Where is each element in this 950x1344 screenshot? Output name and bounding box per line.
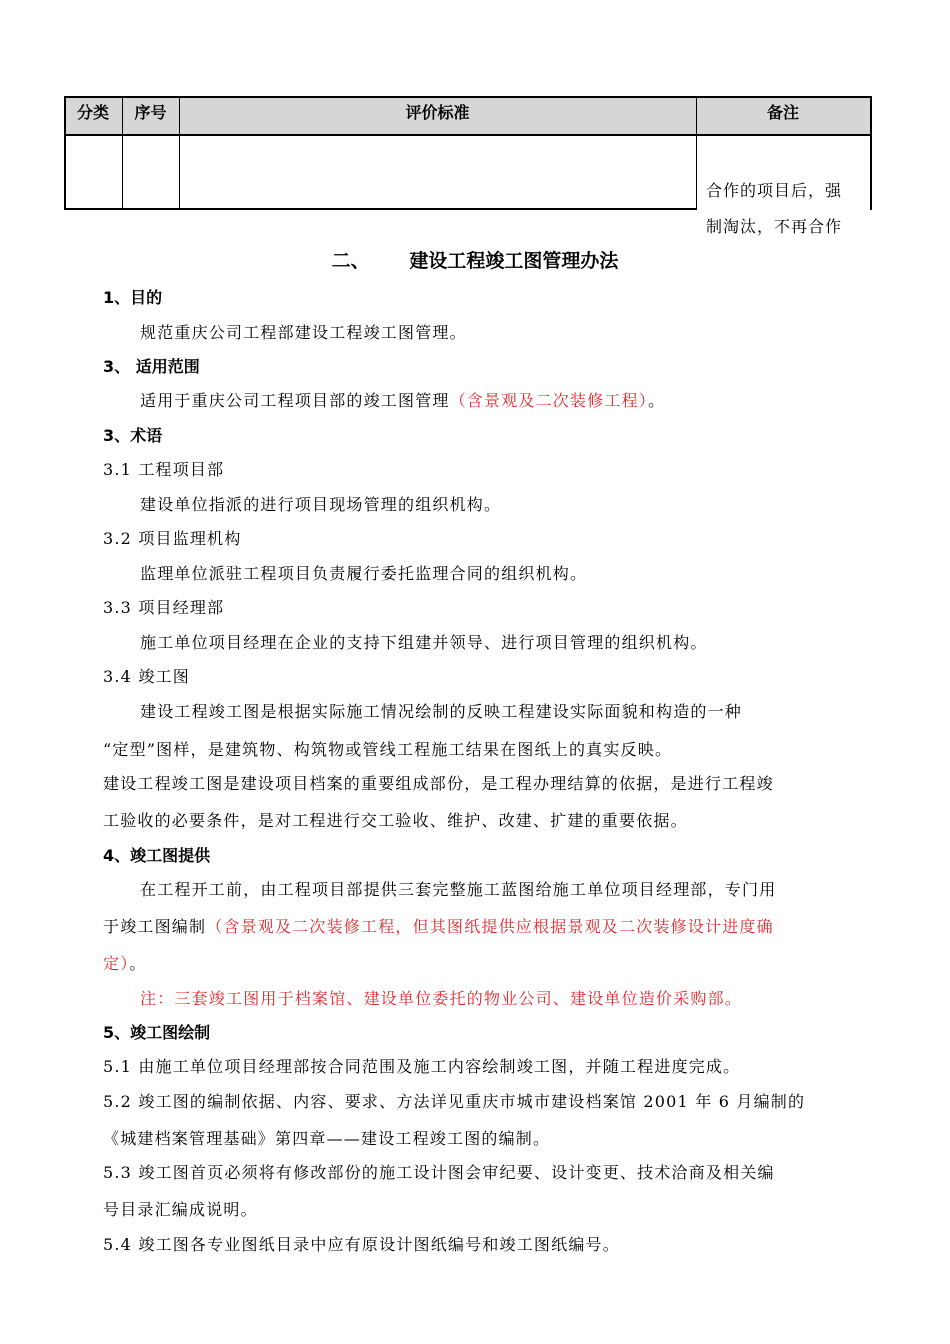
paragraph: 在工程开工前，由工程项目部提供三套完整施工蓝图给施工单位项目经理部，专门用: [140, 880, 777, 899]
heading-drawing: 5、竣工图绘制: [103, 1023, 211, 1042]
text: 。: [648, 391, 666, 410]
subheading: 3.1 工程项目部: [103, 460, 225, 479]
paragraph: 规范重庆公司工程部建设工程竣工图管理。: [140, 323, 467, 342]
evaluation-table: [64, 96, 870, 210]
table-header-divider: [64, 134, 870, 136]
heading-scope: 3、 适用范围: [103, 357, 200, 376]
text: 适用于重庆公司工程项目部的竣工图管理: [140, 391, 450, 410]
table-header-category: 分类: [76, 103, 109, 122]
subheading: 3.4 竣工图: [103, 667, 190, 686]
paragraph: 施工单位项目经理在企业的支持下组建并领导、进行项目管理的组织机构。: [140, 633, 708, 652]
subheading: 3.3 项目经理部: [103, 598, 225, 617]
heading-terms: 3、术语: [103, 426, 163, 445]
paragraph: 建设单位指派的进行项目现场管理的组织机构。: [140, 495, 502, 514]
paragraph: 工验收的必要条件，是对工程进行交工验收、维护、改建、扩建的重要依据。: [103, 811, 688, 830]
paragraph-supply: [103, 914, 774, 937]
heading-purpose: 1、目的: [103, 288, 163, 307]
table-header-remarks: 备注: [766, 103, 799, 122]
paragraph: 5.4 竣工图各专业图纸目录中应有原设计图纸编号和竣工图纸编号。: [103, 1235, 620, 1254]
highlighted-text: （含景观及二次装修工程）: [449, 391, 649, 410]
table-header-criteria: 评价标准: [405, 103, 470, 122]
paragraph-scope: [140, 388, 665, 411]
highlighted-text: （含景观及二次装修工程，但其图纸提供应根据景观及二次装修设计进度确: [206, 917, 774, 936]
paragraph: “定型”图样，是建筑物、构筑物或管线工程施工结果在图纸上的真实反映。: [103, 740, 673, 759]
paragraph: 监理单位派驻工程项目负责履行委托监理合同的组织机构。: [140, 564, 588, 583]
paragraph: 建设工程竣工图是根据实际施工情况绘制的反映工程建设实际面貌和构造的一种: [140, 702, 743, 721]
text: 。: [129, 954, 147, 973]
paragraph: 5.2 竣工图的编制依据、内容、要求、方法详见重庆市城市建设档案馆 2001 年 6 月编制的: [103, 1092, 806, 1111]
section-title: 二、 建设工程竣工图管理办法: [331, 250, 619, 272]
paragraph: 5.1 由施工单位项目经理部按合同范围及施工内容绘制竣工图，并随工程进度完成。: [103, 1057, 741, 1076]
text: 于竣工图编制: [103, 917, 207, 936]
paragraph: 5.3 竣工图首页必须将有修改部份的施工设计图会审纪要、设计变更、技术洽商及相关编: [103, 1163, 775, 1182]
paragraph: 建设工程竣工图是建设项目档案的重要组成部份，是工程办理结算的依据，是进行工程竣: [103, 774, 774, 793]
table-bottom-border: [64, 208, 697, 210]
note-highlighted: 注：三套竣工图用于档案馆、建设单位委托的物业公司、建设单位造价采购部。: [140, 989, 743, 1008]
table-header-number: 序号: [134, 103, 167, 122]
remarks-text-line: 制淘汰，不再合作: [706, 217, 843, 236]
subheading: 3.2 项目监理机构: [103, 529, 242, 548]
highlighted-text: 定）: [103, 954, 130, 973]
paragraph: 《城建档案管理基础》第四章——建设工程竣工图的编制。: [103, 1129, 551, 1148]
heading-supply: 4、竣工图提供: [103, 846, 211, 865]
remarks-text-line: 合作的项目后，强: [706, 181, 843, 200]
paragraph-supply: [103, 951, 147, 974]
paragraph: 号目录汇编成说明。: [103, 1200, 258, 1219]
